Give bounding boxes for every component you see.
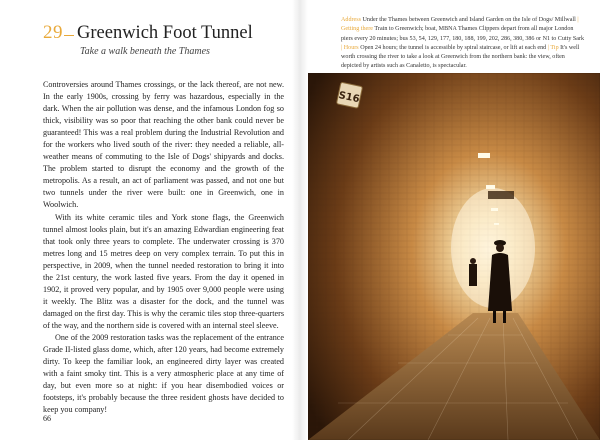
body-text [43, 79, 284, 416]
ceiling-light [491, 208, 498, 211]
address-label: Address [341, 17, 361, 23]
body-paragraph: Controversies around Thames crossings, or the lack thereof, are not new. In the early 1900s, crossing by ferry was hazardous, especially in the dark. When the air pollution was dense, and the infamous London fog so thick, visibility was so poor that reaching the other bank could never be guaranteed! This was a real problem during the Industrial Revolution and for the workers who lived south of the river: they needed a reliable, all-weather means of commuting to the Isle of Dogs' shipyards and docks. The problem started to disrupt the economy and the growth of the metropolis. As a result, an act of parliament was passed, and not one but two tunnels under the river were built: one in Greenwich, one in Woolwich. [43, 80, 284, 210]
ceiling-light [486, 185, 495, 189]
tunnel-illustration [308, 73, 600, 440]
body-paragraph: With its white ceramic tiles and York stone flags, the Greenwich tunnel almost looks plain, but it's an amazing Edwardian engineering feat that took only three years to complete. The underwater crossing is 370 metres long and 15 metres deep on very complex terrain. To put this in perspective, in 2009, when the tunnel needed restoration to bring it into the 21st century, the work lasted five years. From the day it opened in 1902, it proved very popular, and by 1905 over 9,000 people were using it weekly. The Blitz was a disaster for the dock, and the tunnel was damaged on the first day. This is why the ceramic tiles stop three-quarters of the way, and the northern side is covered with an internal steel sleeve. [43, 212, 284, 330]
ceiling-light [494, 223, 499, 225]
info-separator: | [341, 44, 343, 51]
page-number: 66 [43, 414, 51, 423]
tunnel-photo [308, 73, 600, 440]
hours-label: Hours [343, 44, 359, 51]
chapter-subtitle: Take a walk beneath the Thames [80, 46, 210, 57]
body-paragraph: One of the 2009 restoration tasks was the replacement of the entrance Grade II-listed glass dome, which, after 120 years, had become extremely dirty. To keep the familiar look, an engineered dirty layer was created with a faint smoky tint. This is a very atmospheric place at any time of day, but even more so at night: if you hear disembodied voices or footsteps, it's probably because the three resident ghosts have decided to keep you company! [43, 332, 284, 415]
tip-label: Tip [550, 44, 559, 51]
chapter-title: Greenwich Foot Tunnel [77, 23, 253, 43]
address-value: Under the Thames between Greenwich and Island Garden on the Isle of Dogs/ Millwall [362, 17, 576, 23]
getting-there-value: Train to Greenwich; boat, MBNA Thames Clippers depart from all major London piers every 20 minutes; bus 53, 54, 129, 177, 180, 188, 199, 202, 286, 380, 386 or N1 to Cutty Sark [341, 26, 585, 42]
wall-sign-plate [336, 82, 362, 108]
chapter-heading [43, 22, 284, 44]
getting-there-label: Getting there [341, 26, 373, 33]
hours-value: Open 24 hours; the tunnel is accessible by spiral staircase, or lift at each end [360, 44, 547, 51]
practical-info-box [308, 0, 600, 72]
practical-info-text [308, 0, 600, 72]
chapter-number-rule [64, 35, 74, 36]
info-separator: | [547, 44, 549, 51]
wall-sign-text: S16 [337, 90, 361, 106]
ceiling-light [478, 153, 490, 158]
tunnel-sign [488, 191, 514, 199]
info-separator: | [577, 17, 579, 23]
chapter-number: 29 [43, 22, 63, 43]
tip-value: It's well worth crossing the river to take a look at Greenwich from the northern bank: the view, often depicted by artists such as Canaletto, is spectacular. [341, 44, 580, 70]
